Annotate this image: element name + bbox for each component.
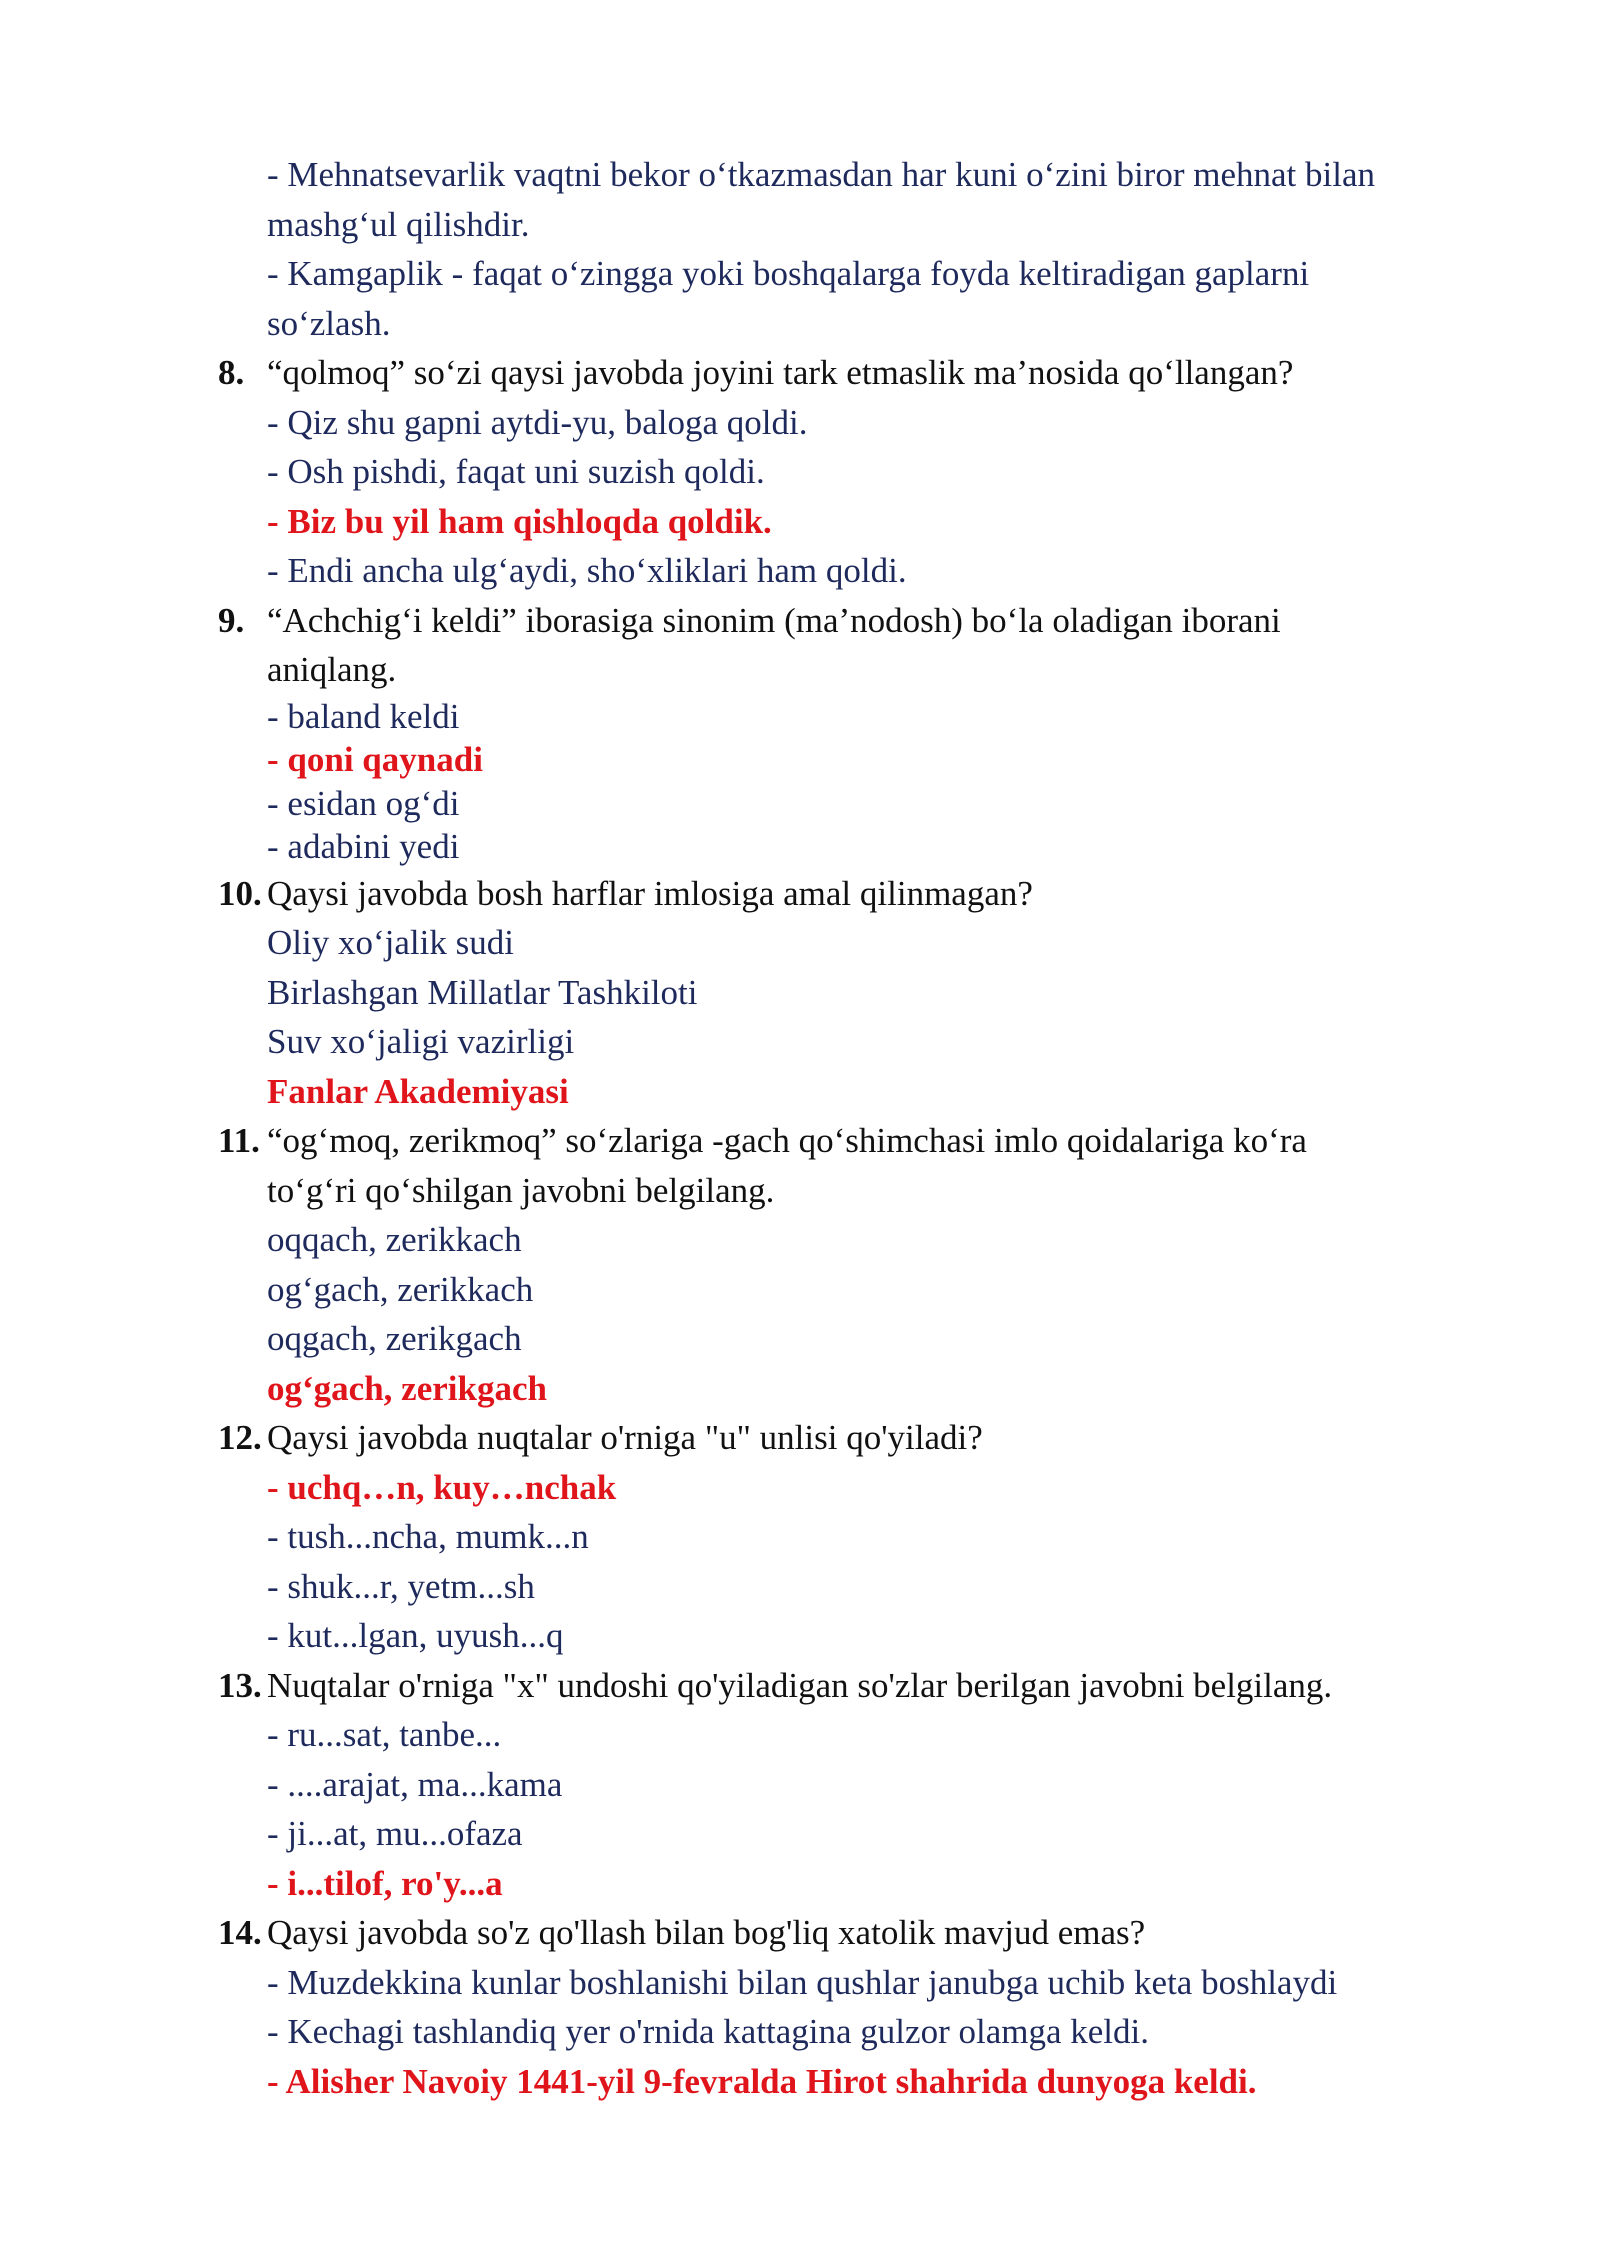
answer-option: Oliy xo‘jalik sudi [267,923,514,962]
answer-option: - Muzdekkina kunlar boshlanishi bilan qushlar janubga uchib keta boshlaydi [267,1962,1338,2002]
question-text: “Achchig‘i keldi” iborasiga sinonim (ma’nodosh) bo‘la oladigan iborani [267,600,1281,640]
answer-option: - Osh pishdi, faqat uni suzish qoldi. [267,452,765,491]
question-text: “qolmoq” so‘zi qaysi javobda joyini tark etmaslik ma’nosida qo‘llangan? [267,353,1294,392]
answer-option-correct: - i...tilof, ro'y...a [267,1863,503,1903]
answer-option: - shuk...r, yetm...sh [267,1566,535,1606]
answer-option-correct: - qoni qaynadi [267,740,483,779]
question-text: “og‘moq, zerikmoq” so‘zlariga -gach qo‘shimchasi imlo qoidalariga ko‘ra [267,1121,1307,1160]
answer-option-correct: - uchq…n, kuy…nchak [267,1467,617,1507]
answer-option: - ru...sat, tanbe... [267,1715,502,1754]
question-number: 10. [218,873,262,913]
answer-option: Suv xo‘jaligi vazirligi [267,1022,575,1061]
answer-option-correct: og‘gach, zerikgach [267,1368,547,1408]
intro-line: - Mehnatsevarlik vaqtni bekor o‘tkazmasdan har kuni o‘zini biror mehnat bilan [267,155,1375,194]
answer-option: - Endi ancha ulg‘aydi, sho‘xliklari ham qoldi. [267,551,907,590]
answer-option-correct: Fanlar Akademiyasi [267,1071,569,1111]
question-13 [218,1661,1478,1711]
question-text: Qaysi javobda bosh harflar imlosiga amal qilinmagan? [267,873,1033,913]
answer-option: - Qiz shu gapni aytdi-yu, baloga qoldi. [267,402,808,442]
question-14 [218,1908,1478,1958]
quiz-content [218,150,1478,2106]
intro-line: - Kamgaplik - faqat o‘zingga yoki boshqalarga foyda keltiradigan gaplarni [267,254,1310,293]
question-number: 12. [218,1418,262,1457]
intro-line: so‘zlash. [267,303,391,343]
answer-option: Birlashgan Millatlar Tashkiloti [267,972,698,1012]
answer-option-correct: - Biz bu yil ham qishloqda qoldik. [267,501,772,541]
question-number: 9. [218,600,245,640]
answer-option: - esidan og‘di [267,783,460,823]
answer-option: - baland keldi [267,696,460,736]
answer-option: og‘gach, zerikkach [267,1269,534,1309]
answer-option: - ....arajat, ma...kama [267,1764,563,1804]
question-text: Nuqtalar o'rniga "x" undoshi qo'yiladigan so'zlar berilgan javobni belgilang. [267,1665,1333,1705]
question-text: Qaysi javobda so'z qo'llash bilan bog'liq xatolik mavjud emas? [267,1913,1146,1952]
answer-option: - tush...ncha, mumk...n [267,1517,589,1556]
question-8 [218,348,1478,398]
question-number: 14. [218,1913,262,1952]
question-text: Qaysi javobda nuqtalar o'rniga "u" unlisi qo'yiladi? [267,1418,983,1457]
answer-option: oqgach, zerikgach [267,1319,522,1358]
question-11 [218,1116,1478,1166]
question-number: 8. [218,353,245,392]
question-9 [218,596,1478,646]
answer-option: oqqach, zerikkach [267,1220,522,1259]
question-number: 11. [218,1121,260,1160]
question-12 [218,1413,1478,1463]
question-number: 13. [218,1665,262,1705]
question-text-continued: to‘g‘ri qo‘shilgan javobni belgilang. [267,1170,775,1210]
question-text-continued: aniqlang. [267,650,397,689]
answer-option: - kut...lgan, uyush...q [267,1616,564,1655]
question-10 [218,869,1478,919]
answer-option: - adabini yedi [267,827,460,866]
intro-line: mashg‘ul qilishdir. [267,204,530,244]
answer-option-correct: - Alisher Navoiy 1441-yil 9-fevralda Hirot shahrida dunyoga keldi. [267,2061,1257,2101]
answer-option: - Kechagi tashlandiq yer o'rnida kattagina gulzor olamga keldi. [267,2012,1149,2051]
answer-option: - ji...at, mu...ofaza [267,1814,523,1853]
